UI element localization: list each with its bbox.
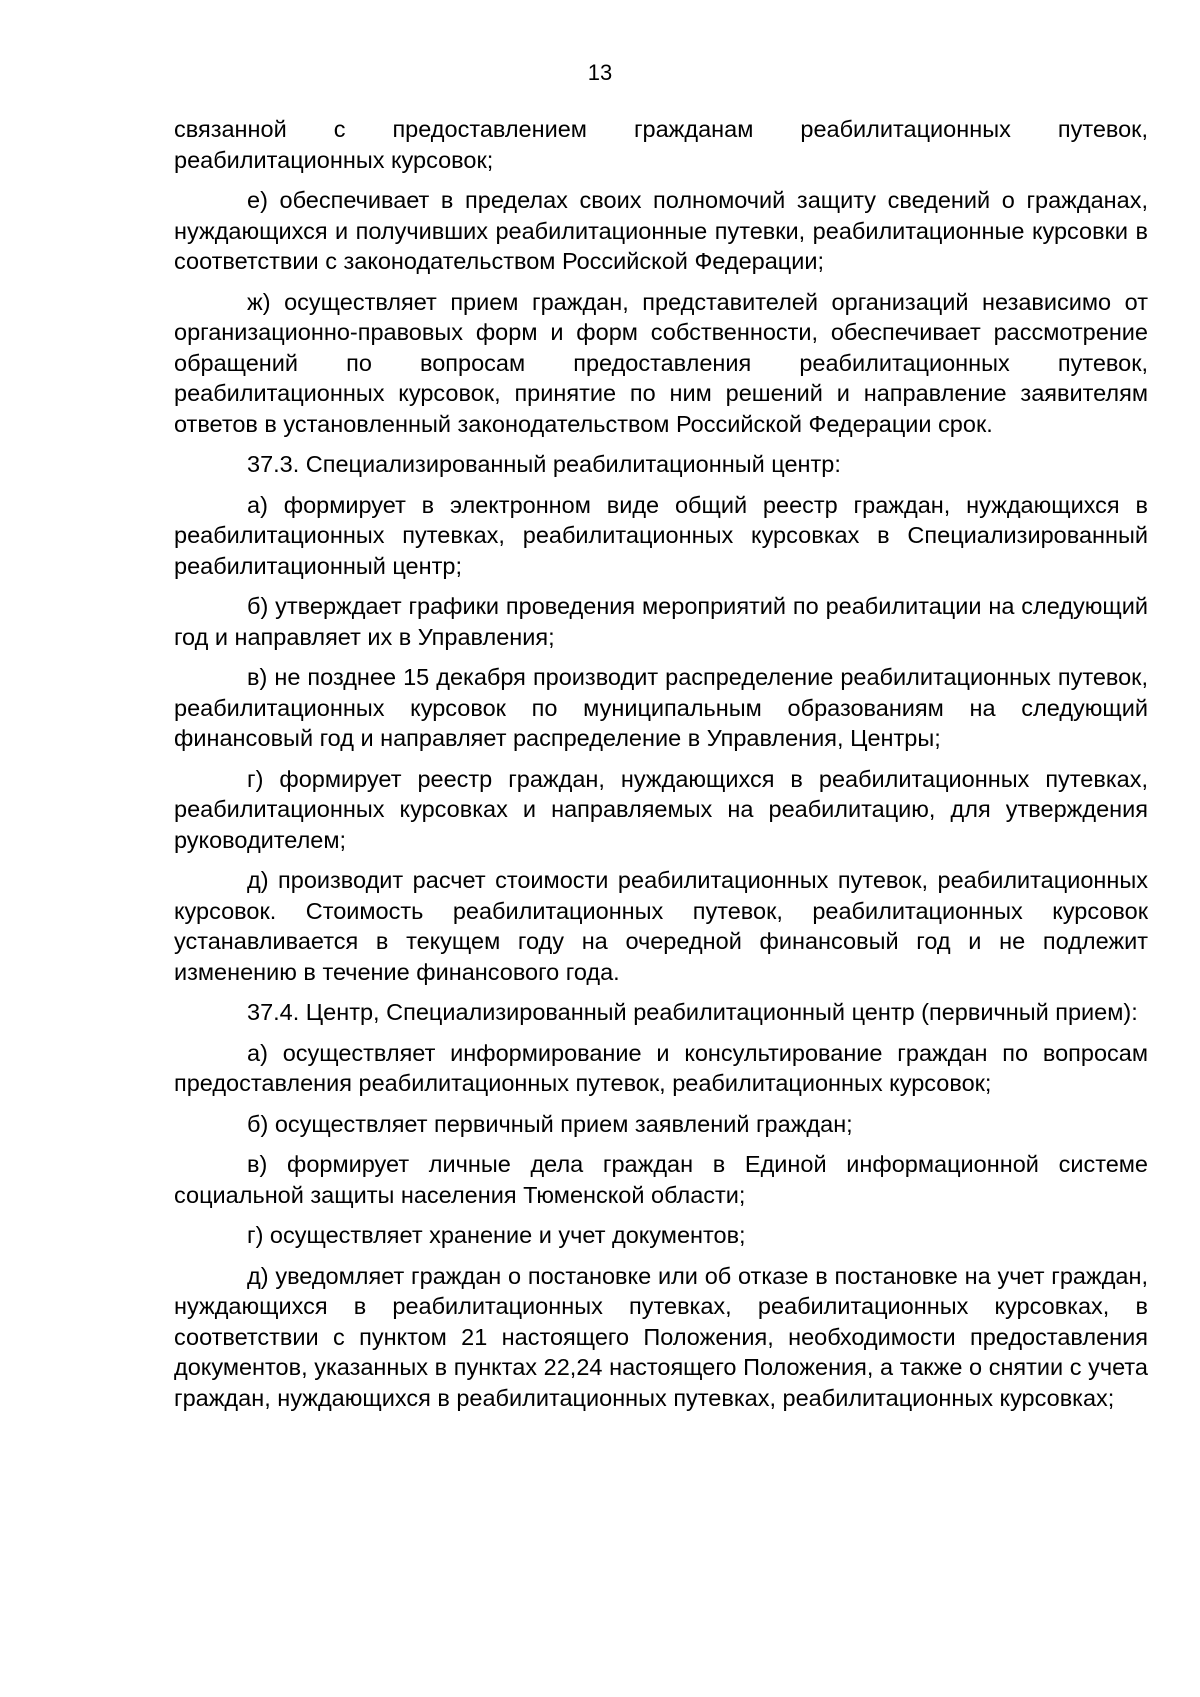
- paragraph-37-3-item-a: а) формирует в электронном виде общий реестр граждан, нуждающихся в реабилитационных путевках, реабилитационных курсовках в Специализированный реабилитационный центр;: [174, 491, 1148, 579]
- paragraph-item-zh: ж) осуществляет прием граждан, представителей организаций независимо от организационно-правовых форм и форм собственности, обеспечивает рассмотрение обращений по вопросам предоставления реабилитационных путевок, реабилитационных курсовок, принятие по ним решений и направление заявителям ответов в установленный законодательством Российской Федерации срок.: [174, 288, 1148, 437]
- paragraph-item-e: е) обеспечивает в пределах своих полномочий защиту сведений о гражданах, нуждающихся и получивших реабилитационные путевки, реабилитационные курсовки в соответствии с законодательством Российской Федерации;: [174, 187, 1148, 274]
- section-heading-37-3: 37.3. Специализированный реабилитационный центр:: [247, 451, 841, 477]
- paragraph-37-3-item-g: г) формирует реестр граждан, нуждающихся в реабилитационных путевках, реабилитационных курсовках и направляемых на реабилитацию, для утверждения руководителем;: [174, 765, 1148, 853]
- paragraph-37-3-item-v: в) не позднее 15 декабря производит распределение реабилитационных путевок, реабилитационных курсовок по муниципальным образованиям на следующий финансовый год и направляет распределение в Управления, Центры;: [174, 664, 1148, 751]
- paragraph-37-4-item-b: б) осуществляет первичный прием заявлений граждан;: [247, 1110, 853, 1137]
- paragraph-37-4-item-v: в) формирует личные дела граждан в Единой информационной системе социальной защиты населения Тюменской области;: [174, 1151, 1148, 1208]
- paragraph-37-4-item-a: а) осуществляет информирование и консультирование граждан по вопросам предоставления реабилитационных путевок, реабилитационных курсовок;: [174, 1039, 1148, 1096]
- paragraph-37-4-item-g: г) осуществляет хранение и учет документов;: [247, 1222, 746, 1248]
- paragraph-37-3-item-b: б) утверждает графики проведения мероприятий по реабилитации на следующий год и направляет их в Управления;: [174, 593, 1148, 650]
- paragraph-37-4-item-d: д) уведомляет граждан о постановке или об отказе в постановке на учет граждан, нуждающихся в реабилитационных путевках, реабилитационных курсовках, в соответствии с пунктом 21 настоящего Положения, необходимости предоставления документов, указанных в пунктах 22,24 настоящего Положения, а также о снятии с учета граждан, нуждающихся в реабилитационных путевках, реабилитационных курсовках;: [174, 1262, 1148, 1411]
- paragraph-37-3-item-d: д) производит расчет стоимости реабилитационных путевок, реабилитационных курсовок. Стоимость реабилитационных путевок, реабилитационных курсовок устанавливается в текущем году на очередной финансовый год и не подлежит изменению в течение финансового года.: [174, 867, 1148, 985]
- paragraph-continuation: связанной с предоставлением гражданам реабилитационных путевок, реабилитационных курсовок;: [174, 116, 1148, 173]
- document-body: [174, 114, 1148, 1423]
- section-heading-37-4: 37.4. Центр, Специализированный реабилитационный центр (первичный прием):: [247, 999, 1138, 1025]
- page-number: 13: [587, 60, 613, 85]
